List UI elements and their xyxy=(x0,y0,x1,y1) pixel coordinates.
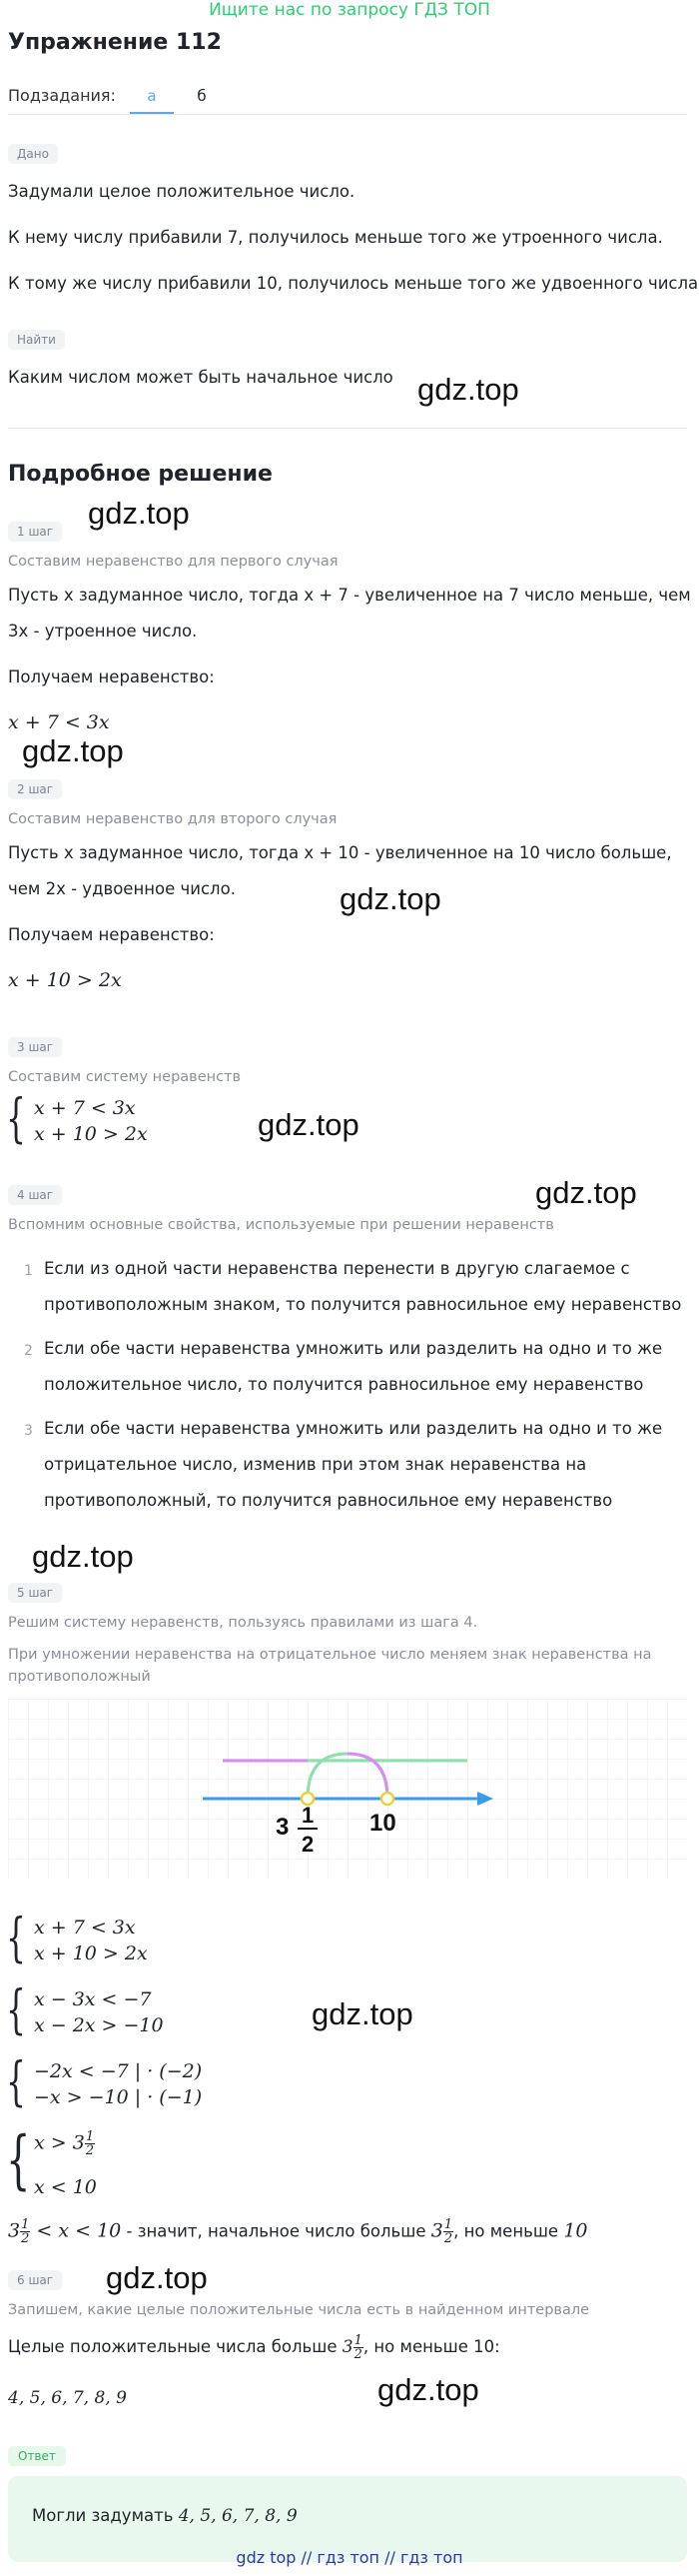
given-line-1: Задумали целое положительное число. xyxy=(8,182,355,201)
sys1-line-1: x + 7 < 3x xyxy=(34,1917,136,1938)
label-three: 3 xyxy=(276,1814,290,1841)
step6-three: 3 xyxy=(342,2337,353,2357)
watermark: gdz.top xyxy=(312,1996,413,2031)
step4-hint: Вспомним основные свойства, используемые при решении неравенств xyxy=(8,1217,554,1233)
watermark: gdz.top xyxy=(258,1107,359,1142)
step2-text-c: Получаем неравенство: xyxy=(8,925,215,944)
step6-text-pre: Целые положительные числа больше xyxy=(8,2337,343,2356)
conclusion-text: - значит, начальное число больше xyxy=(121,2221,431,2241)
conclusion-three: 3 xyxy=(8,2219,21,2242)
rule-3-line-1: Если обе части неравенства умножить или разделить на одно и то же xyxy=(44,1419,663,1438)
watermark: gdz.top xyxy=(377,2372,479,2407)
sys3-line-2: −x > −10 | · (−1) xyxy=(34,2086,203,2108)
step2-inequality: x + 10 > 2x xyxy=(8,969,122,991)
sys4-line-2: x < 10 xyxy=(34,2176,97,2198)
rule-3-line-2: отрицательное число, изменив при этом знак неравенства на xyxy=(44,1455,587,1474)
watermark: gdz.top xyxy=(106,2260,208,2295)
step6-tag: 6 шаг xyxy=(8,2270,62,2290)
step2-tag: 2 шаг xyxy=(8,779,62,799)
step5-hint-2b: противоположный xyxy=(8,1669,151,1685)
system-brace: { xyxy=(6,2123,31,2197)
subtasks-label: Подзадания: xyxy=(8,86,116,105)
conclusion-ten: 10 xyxy=(563,2219,588,2242)
answer-values: 4, 5, 6, 7, 8, 9 xyxy=(178,2506,298,2526)
step1-hint: Составим неравенство для первого случая xyxy=(8,554,339,570)
label-half-num: 1 xyxy=(302,1803,315,1828)
step2-hint: Составим неравенство для второго случая xyxy=(8,811,338,827)
step6-text-post: , но меньше 10: xyxy=(362,2337,500,2356)
find-tag: Найти xyxy=(8,330,65,350)
rule-number: 2 xyxy=(24,1343,33,1359)
section-divider xyxy=(8,428,687,429)
sys4-line-1 xyxy=(34,2130,95,2157)
given-line-2: К нему числу прибавили 7, получилось меньше того же утроенного числа. xyxy=(8,228,663,247)
graph-grid xyxy=(8,1699,687,1879)
watermark: gdz.top xyxy=(88,496,190,531)
label-ten: 10 xyxy=(369,1810,396,1837)
step6-list: 4, 5, 6, 7, 8, 9 xyxy=(8,2388,127,2408)
sys4-line-1-text: x > 3 xyxy=(34,2131,85,2154)
watermark: gdz.top xyxy=(417,372,519,407)
sys3-line-1: −2x < −7 | · (−2) xyxy=(34,2060,203,2082)
conclusion-three-b: 3 xyxy=(430,2219,443,2242)
rule-number: 3 xyxy=(24,1423,33,1439)
fraction-half: $\frac{1}{2}$ xyxy=(443,2217,453,2246)
system-brace: { xyxy=(6,1089,26,1149)
footer-links[interactable]: gdz top // гдз топ // гдз топ xyxy=(236,2548,463,2567)
step4-tag: 4 шаг xyxy=(8,1185,62,1205)
given-tag: Дано xyxy=(8,144,58,164)
top-banner: Ищите нас по запросу ГДЗ ТОП xyxy=(209,0,490,20)
subtask-tab-b[interactable]: б xyxy=(197,87,207,105)
step5-hint-2a: При умножении неравенства на отрицательное число меняем знак неравенства на xyxy=(8,1647,652,1663)
step6-text xyxy=(8,2334,500,2361)
step3-tag: 3 шаг xyxy=(8,1037,62,1057)
sys2-line-2: x − 2x > −10 xyxy=(34,2014,164,2036)
step1-text-a: Пусть x задуманное число, тогда x + 7 - увеличенное на 7 число меньше, чем xyxy=(8,586,691,605)
step1-text-c: Получаем неравенство: xyxy=(8,667,215,686)
system-brace: { xyxy=(6,1909,26,1968)
watermark: gdz.top xyxy=(22,733,124,768)
step5-hint-1: Решим систему неравенств, пользуясь правилами из шага 4. xyxy=(8,1615,478,1631)
subtasks-divider xyxy=(8,114,687,115)
step2-text-a: Пусть x задуманное число, тогда x + 10 - увеличенное на 10 число больше, xyxy=(8,843,672,862)
answer-text xyxy=(32,2504,298,2529)
open-point-right xyxy=(381,1793,393,1805)
watermark: gdz.top xyxy=(32,1539,134,1574)
page-title: Упражнение 112 xyxy=(8,30,222,55)
step1-tag: 1 шаг xyxy=(8,522,62,542)
rule-1-line-2: противоположным знаком, то получится равносильное ему неравенство xyxy=(44,1295,682,1314)
fraction-half: $\frac{1}{2}$ xyxy=(353,2333,362,2362)
step2-text-b: чем 2x - удвоенное число. xyxy=(8,879,236,898)
subtask-tab-a[interactable]: а xyxy=(130,82,174,114)
rule-number: 1 xyxy=(24,1263,33,1279)
solution-title: Подробное решение xyxy=(8,462,273,487)
rule-2-line-1: Если обе части неравенства умножить или разделить на одно и то же xyxy=(44,1339,663,1358)
watermark: gdz.top xyxy=(535,1175,637,1210)
find-text: Каким числом может быть начальное число xyxy=(8,368,393,387)
answer-text-pre: Могли задумать xyxy=(32,2506,179,2525)
fraction-half: $\frac{1}{2}$ xyxy=(21,2217,30,2246)
given-line-3: К тому же числу прибавили 10, получилось меньше того же удвоенного числа xyxy=(8,274,699,293)
conclusion-end: , но меньше xyxy=(453,2221,564,2241)
watermark: gdz.top xyxy=(340,881,441,916)
conclusion-interval: < x < 10 xyxy=(30,2219,122,2242)
step3-hint: Составим систему неравенств xyxy=(8,1069,242,1085)
step1-inequality: x + 7 < 3x xyxy=(8,711,110,733)
answer-tag: Ответ xyxy=(8,2446,66,2466)
step3-sys-line-2: x + 10 > 2x xyxy=(34,1123,148,1145)
sys2-line-1: x − 3x < −7 xyxy=(34,1988,152,2010)
conclusion-line xyxy=(8,2218,588,2245)
step1-text-b: 3x - утроенное число. xyxy=(8,622,198,641)
system-brace: { xyxy=(6,2052,26,2112)
step6-hint: Запишем, какие целые положительные числа есть в найденном интервале xyxy=(8,2302,590,2318)
step3-sys-line-1: x + 7 < 3x xyxy=(34,1097,136,1119)
system-brace: { xyxy=(6,1980,26,2040)
sys1-line-2: x + 10 > 2x xyxy=(34,1942,148,1964)
number-line-graph xyxy=(8,1699,687,1879)
rule-3-line-3: противоположный, то получится равносильное ему неравенство xyxy=(44,1491,613,1510)
step5-tag: 5 шаг xyxy=(8,1583,62,1603)
label-half-den: 2 xyxy=(302,1832,315,1857)
fraction-half: $\frac{1}{2}$ xyxy=(85,2129,95,2158)
rule-1-line-1: Если из одной части неравенства перенести в другую слагаемое с xyxy=(44,1259,630,1278)
rule-2-line-2: положительное число, то получится равносильное ему неравенство xyxy=(44,1375,644,1394)
